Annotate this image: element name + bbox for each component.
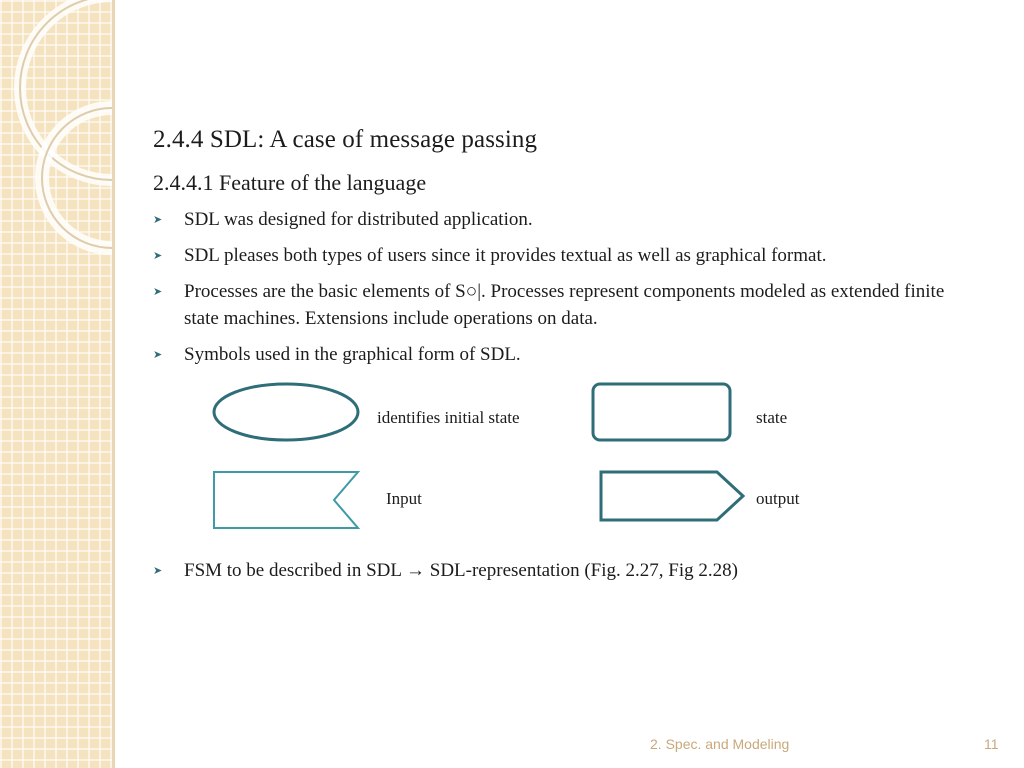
- state-label: state: [756, 408, 788, 427]
- bullet-text: Processes are the basic elements of S○|. Processes represent components modeled as extended finite state machines. Extensions include operations on data.: [184, 281, 945, 329]
- arrow-bullet-icon: ➤: [153, 564, 163, 577]
- page-number: 11: [984, 736, 999, 752]
- input-label: Input: [386, 489, 422, 508]
- state-symbol: [593, 384, 730, 440]
- slide-heading: 2.4.4 SDL: A case of message passing: [153, 126, 538, 153]
- output-symbol: [601, 472, 743, 520]
- slide-subheading: 2.4.4.1 Feature of the language: [153, 170, 427, 195]
- bullet-text: SDL was designed for distributed application.: [184, 209, 533, 230]
- initial-state-symbol: [214, 384, 358, 440]
- arrow-bullet-icon: ➤: [153, 249, 163, 262]
- footer-section: 2. Spec. and Modeling: [650, 736, 790, 752]
- bullet-text: SDL pleases both types of users since it provides textual as well as graphical format.: [184, 245, 827, 266]
- bullet-text: Symbols used in the graphical form of SDL.: [184, 344, 521, 365]
- arrow-bullet-icon: ➤: [153, 285, 163, 298]
- bullet-text: FSM to be described in SDL → SDL-representation (Fig. 2.27, Fig 2.28): [184, 560, 738, 581]
- arrow-bullet-icon: ➤: [153, 213, 163, 226]
- initial-state-label: identifies initial state: [377, 408, 520, 427]
- input-symbol: [214, 472, 358, 528]
- arrow-bullet-icon: ➤: [153, 348, 163, 361]
- output-label: output: [756, 489, 800, 508]
- bullet-item: [153, 557, 973, 584]
